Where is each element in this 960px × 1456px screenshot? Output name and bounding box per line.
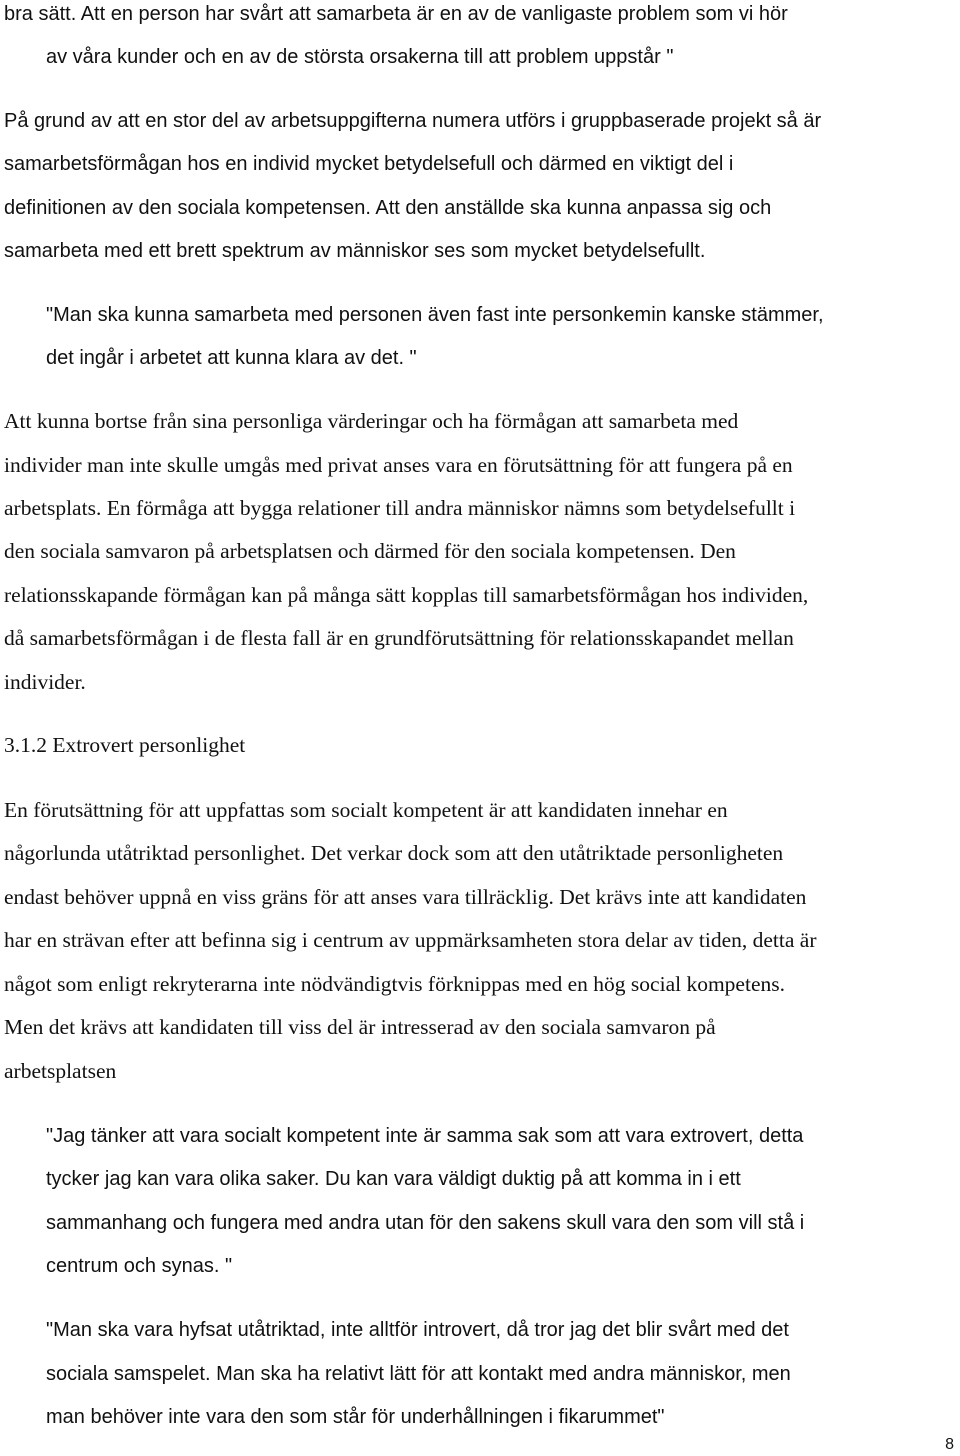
text-line-11: arbetsplats. En förmåga att bygga relationer till andra människor nämns som betydelsefullt i bbox=[4, 496, 796, 520]
text-line-10: individer man inte skulle umgås med privat anses vara en förutsättning för att fungera på en bbox=[4, 453, 793, 477]
text-line-4: samarbetsförmågan hos en individ mycket betydelsefull och därmed en viktigt del i bbox=[4, 153, 734, 175]
text-line-3: På grund av att en stor del av arbetsuppgifterna numera utförs i gruppbaserade projekt så är bbox=[4, 110, 822, 132]
text-line-23: arbetsplatsen bbox=[4, 1059, 117, 1083]
text-line-6: samarbeta med ett brett spektrum av människor ses som mycket betydelsefullt. bbox=[4, 240, 706, 262]
text-line-9: Att kunna bortse från sina personliga värderingar och ha förmågan att samarbeta med bbox=[4, 409, 739, 433]
text-line-25: tycker jag kan vara olika saker. Du kan vara väldigt duktig på att komma in i ett bbox=[46, 1168, 741, 1190]
text-line-2: av våra kunder och en av de största orsakerna till att problem uppstår " bbox=[46, 46, 674, 68]
text-line-30: man behöver inte vara den som står för underhållningen i fikarummet" bbox=[46, 1406, 665, 1428]
text-line-7: "Man ska kunna samarbeta med personen även fast inte personkemin kanske stämmer, bbox=[46, 304, 824, 326]
text-line-15: individer. bbox=[4, 670, 86, 694]
text-line-28: "Man ska vara hyfsat utåtriktad, inte alltför introvert, då tror jag det blir svårt med det bbox=[46, 1319, 789, 1341]
text-line-20: har en strävan efter att befinna sig i centrum av uppmärksamheten stora delar av tiden, detta är bbox=[4, 928, 817, 952]
text-line-21: något som enligt rekryterarna inte nödvändigtvis förknippas med en hög social kompetens. bbox=[4, 972, 785, 996]
text-line-18: någorlunda utåtriktad personlighet. Det verkar dock som att den utåtriktade personligheten bbox=[4, 841, 784, 865]
section-heading: 3.1.2 Extrovert personlighet bbox=[4, 733, 246, 757]
text-line-24: "Jag tänker att vara socialt kompetent inte är samma sak som att vara extrovert, detta bbox=[46, 1125, 804, 1147]
text-line-5: definitionen av den sociala kompetensen. Att den anställde ska kunna anpassa sig och bbox=[4, 197, 772, 219]
text-line-12: den sociala samvaron på arbetsplatsen och därmed för den sociala kompetensen. Den bbox=[4, 539, 736, 563]
text-line-1: bra sätt. Att en person har svårt att samarbeta är en av de vanligaste problem som vi hör bbox=[4, 3, 788, 25]
text-line-8: det ingår i arbetet att kunna klara av det. " bbox=[46, 347, 417, 369]
text-line-17: En förutsättning för att uppfattas som socialt kompetent är att kandidaten innehar en bbox=[4, 798, 728, 822]
page-number: 8 bbox=[945, 1436, 954, 1453]
text-line-26: sammanhang och fungera med andra utan för den sakens skull vara den som vill stå i bbox=[46, 1212, 805, 1234]
text-line-22: Men det krävs att kandidaten till viss del är intresserad av den sociala samvaron på bbox=[4, 1015, 716, 1039]
text-line-19: endast behöver uppnå en viss gräns för att anses vara tillräcklig. Det krävs inte att kandidaten bbox=[4, 885, 807, 909]
text-line-13: relationsskapande förmågan kan på många sätt kopplas till samarbetsförmågan hos individen, bbox=[4, 583, 809, 607]
text-line-27: centrum och synas. " bbox=[46, 1255, 233, 1277]
text-line-14: då samarbetsförmågan i de flesta fall är en grundförutsättning för relationsskapandet mellan bbox=[4, 626, 794, 650]
text-line-29: sociala samspelet. Man ska ha relativt lätt för att kontakt med andra människor, men bbox=[46, 1363, 791, 1385]
